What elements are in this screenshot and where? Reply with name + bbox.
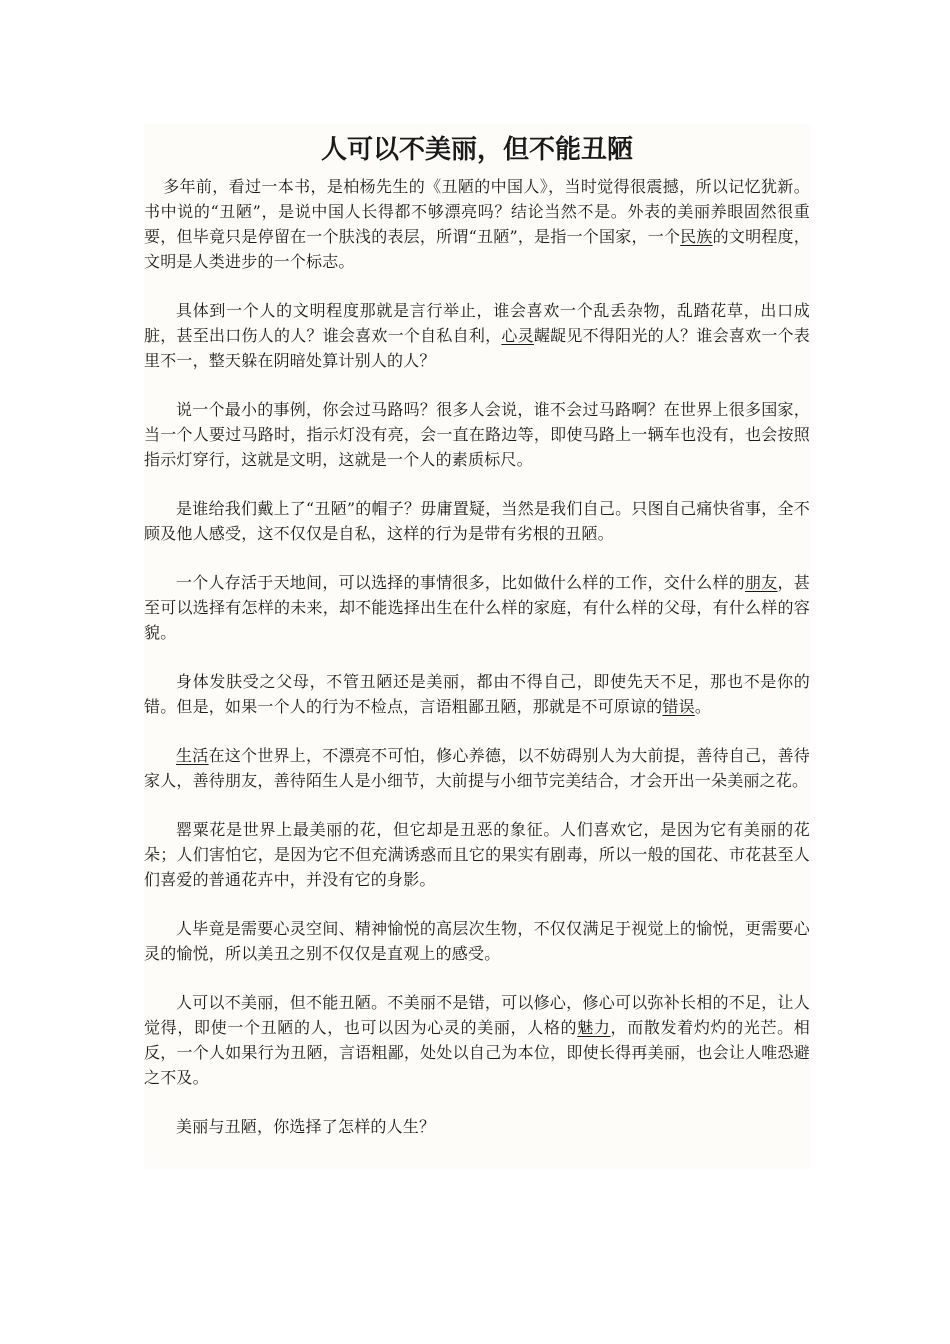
paragraph-6-text-a: 身体发肤受之父母，不管丑陋还是美丽，都由不得自己，即使先天不足，那也不是你的错。但是，如果一个人的行为不检点，言语粗鄙丑陋，那就是不可原谅的 <box>144 672 810 716</box>
paragraph-2-text-a: 具体到一个人的文明程度那就是言行举止，谁会喜欢一个乱丢杂物，乱踏花草，出口成脏，甚至出口伤人的人？谁会喜欢一个自私自利， <box>144 301 810 345</box>
link-minzu[interactable]: 民族 <box>680 227 713 246</box>
article-title: 人可以不美丽，但不能丑陋 <box>320 135 633 165</box>
paragraph-7-text-b: 在这个世界上，不漂亮不可怕，修心养德，以不妨碍别人为大前提，善待自己，善待家人，善待朋友，善待陌生人是小细节，大前提与小细节完美结合，才会开出一朵美丽之花。 <box>144 746 810 790</box>
paragraph-1-text-b: 的文明程度， 文明是人类进步的一个标志。 <box>144 227 810 271</box>
paragraph-3: 说一个最小的事例，你会过马路吗？很多人会说，谁不会过马路啊？在世界上很多国家，当一个人要过马路时，指示灯没有亮，会一直在路边等，即使马路上一辆车也没有，也会按照指示灯穿行，这就是文明，这就是一个人的素质标尺。 <box>144 400 810 469</box>
paragraph-2-text-b: 龌龊见不得阳光的人？谁会喜欢一个表里不一，整天躲在阴暗处算计别人的人？ <box>144 326 811 370</box>
paragraph-6 <box>144 669 810 719</box>
article <box>144 124 810 1169</box>
paragraph-10-text-b: ，而散发着灼灼的光芒。相反，一个人如果行为丑陋，言语粗鄙，处处以自己为本位，即使长得再美丽，也会让人唯恐避之不及。 <box>144 1018 811 1087</box>
link-meili[interactable]: 魅力 <box>577 1018 611 1037</box>
paragraph-4: 是谁给我们戴上了“丑陋”的帽子？毋庸置疑，当然是我们自己。只图自己痛快省事，全不顾及他人感受，这不仅仅是自私，这样的行为是带有劣根的丑陋。 <box>144 499 810 543</box>
paragraph-11: 美丽与丑陋，你选择了怎样的人生？ <box>176 1117 436 1136</box>
link-xinling[interactable]: 心灵 <box>501 326 534 345</box>
paragraph-6-text-b: 。 <box>694 697 712 716</box>
link-pengyou[interactable]: 朋友 <box>745 573 778 592</box>
link-shenghuo[interactable]: 生活 <box>176 746 209 765</box>
paragraph-5-text-a: 一个人存活于天地间，可以选择的事情很多，比如做什么样的工作，交什么样的 <box>176 573 746 592</box>
paragraph-5 <box>144 570 810 645</box>
paragraph-5-text-b: ，甚至可以选择有怎样的未来，却不能选择出生在什么样的家庭，有什么样的父母，有什么样的容貌。 <box>144 573 810 642</box>
paragraph-2 <box>144 298 810 373</box>
paragraph-1 <box>144 174 810 274</box>
paragraph-10 <box>144 990 810 1090</box>
paragraph-8: 罂粟花是世界上最美丽的花，但它却是丑恶的象征。人们喜欢它，是因为它有美丽的花朵；人们害怕它，是因为它不但充满诱惑而且它的果实有剧毒，所以一般的国花、市花甚至人们喜爱的普通花卉中，并没有它的身影。 <box>144 820 810 889</box>
link-cuowu[interactable]: 错误 <box>662 697 695 716</box>
paragraph-1-text-a: 多年前，看过一本书，是柏杨先生的《丑陋的中国人》，当时觉得很震撼，所以记忆犹新。书中说的“丑陋”，是说中国人长得都不够漂亮吗？结论当然不是。外表的美丽养眼固然很重要，但毕竟只是停留在一个肤浅的表层，所谓“丑陋”，是指一个国家，一个 <box>144 177 810 246</box>
paragraph-7 <box>144 743 810 793</box>
paragraph-10-text-a: 人可以不美丽，但不能丑陋。不美丽不是错，可以修心，修心可以弥补长相的不足，让人觉得，即使一个丑陋的人，也可以因为心灵的美丽，人格的 <box>144 993 810 1037</box>
paragraph-9: 人毕竟是需要心灵空间、精神愉悦的高层次生物，不仅仅满足于视觉上的愉悦，更需要心灵的愉悦，所以美丑之别不仅仅是直观上的感受。 <box>144 919 810 963</box>
